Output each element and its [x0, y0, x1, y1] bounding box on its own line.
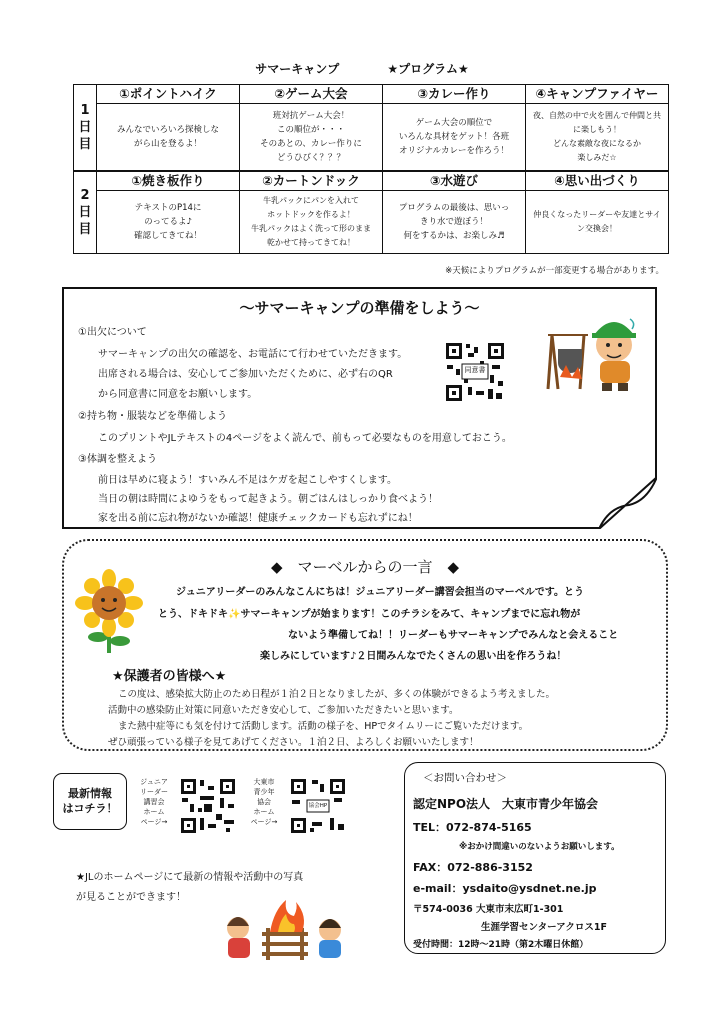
camper-illustration [544, 305, 644, 393]
day2-program-4: ④思い出づくり [526, 171, 669, 191]
day1-desc-2: 班対抗ゲーム大会！ この順位が・・・ そのあとの、カレー作りに どうひびく？？？ [240, 104, 383, 172]
marvel-line-1: ジュニアリーダーのみんなこんにちは！ジュニアリーダー講習会担当のマーベルです。とう [176, 587, 584, 598]
consent-qr-code[interactable] [444, 341, 506, 403]
contact-tel[interactable]: TEL：072-874-5165 [413, 821, 532, 834]
page-title: サマーキャンプ [255, 62, 340, 76]
contact-organization: 認定NPO法人 大東市青少年協会 [413, 797, 599, 811]
day1-desc-3: ゲーム大会の順位で いろんな具材をゲット！各班 オリジナルカレーを作ろう！ [383, 104, 526, 172]
day1-program-4: ④キャンプファイヤー [526, 85, 669, 104]
preparation-box [62, 287, 657, 529]
campfire-illustration [218, 898, 350, 964]
jl-note-line-2: が見ることができます！ [76, 892, 186, 903]
belongings-line-1: このプリントやJLテキストの4ページをよく読んで、前もって必要なものを用意しておこう。 [98, 433, 512, 444]
guardian-line-2: 活動中の感染防止対策に同意いただき安心して、ご参加いただきたいと思います。 [108, 705, 459, 716]
day1-program-2: ②ゲーム大会 [240, 85, 383, 104]
contact-hours: 受付時間：12時～21時（第2木曜日休館） [413, 940, 589, 950]
contact-address-1: 〒574-0036 大東市末広町1-301 [413, 904, 564, 915]
preparation-title: ～サマーキャンプの準備をしよう～ [239, 299, 480, 317]
section-attendance-title: ①出欠について [78, 327, 147, 338]
day2-program-1: ①焼き板作り [97, 171, 240, 191]
jl-homepage-qr-code[interactable] [180, 778, 236, 834]
jl-homepage-label: ジュニア リーダー 講習会 ホーム ページ→ [140, 778, 168, 826]
consent-qr-label: 同意書 [464, 366, 486, 374]
day1-label: 1 日 目 [74, 85, 97, 172]
day2-program-3: ③水遊び [383, 171, 526, 191]
marvel-line-4: 楽しみにしています♪２日間みんなでたくさんの思い出を作ろうね！ [260, 651, 567, 662]
association-homepage-label: 大東市 青少年 協会 ホーム ページ→ [250, 778, 278, 826]
contact-tel-note: ※おかけ間違いのないようお願いします。 [459, 842, 620, 852]
marvel-line-2: とう、ドキドキ✨サマーキャンプが始まります！このチラシをみて、キャンプまでに忘れ物が [158, 609, 581, 620]
attendance-line-2: 出席される場合は、安心してご参加いただくために、必ず右のQR [98, 369, 393, 380]
association-homepage-qr-code[interactable] [290, 778, 346, 834]
program-label: ★プログラム★ [387, 62, 469, 76]
association-qr-badge: 協会HP [308, 803, 328, 809]
day1-program-3: ③カレー作り [383, 85, 526, 104]
contact-email[interactable]: e-mail：ysdaito@ysdnet.ne.jp [413, 882, 597, 895]
guardian-title: ★保護者の皆様へ★ [112, 669, 227, 684]
day1-desc-4: 夜、自然の中で火を囲んで仲間と共 に楽しもう！ どんな素敵な夜になるか 楽しみだ☆ [526, 104, 669, 172]
program-table [73, 84, 669, 254]
page-header [0, 60, 724, 77]
marvel-message-box [62, 539, 668, 751]
contact-fax: FAX：072-886-3152 [413, 861, 533, 874]
guardian-line-1: この度は、感染拡大防止のため日程が１泊２日となりましたが、多くの体験ができるよう考えました。 [118, 689, 556, 700]
day2-desc-2: 牛乳パックにパンを入れて ホットドックを作るよ！ 牛乳パックはよく洗って形のまま 乾かせて持ってきてね！ [240, 191, 383, 254]
section-belongings-title: ②持ち物・服装などを準備しよう [78, 411, 227, 422]
health-line-2: 当日の朝は時間によゆうをもって起きよう。朝ごはんはしっかり食べよう！ [98, 494, 438, 505]
day2-program-2: ②カートンドック [240, 171, 383, 191]
section-health-title: ③体調を整えよう [78, 454, 157, 465]
day2-desc-1: テキストのP14に のってるよ♪ 確認してきてね！ [97, 191, 240, 254]
day2-label: 2 日 目 [74, 171, 97, 254]
day2-desc-3: プログラムの最後は、思いっ きり水で遊ぼう！ 何をするかは、お楽しみ♬ [383, 191, 526, 254]
contact-heading: ＜お問い合わせ＞ [423, 772, 507, 784]
marvel-title: ◆ マーベルからの一言 ◆ [270, 558, 460, 576]
marvel-line-3: ないよう準備してね！！リーダーもサマーキャンプでみんなと会えること [288, 630, 619, 641]
day2-desc-4: 仲良くなったリーダーや友達とサイ ン交換会！ [526, 191, 669, 254]
contact-box [404, 762, 666, 954]
attendance-line-1: サマーキャンプの出欠の確認を、お電話にて行わせていただきます。 [98, 349, 408, 360]
health-line-1: 前日は早めに寝よう！すいみん不足はケガを起こしやすくします。 [98, 475, 397, 486]
attendance-line-3: から同意書に同意をお願いします。 [98, 389, 258, 400]
page-curl-decoration [599, 477, 657, 529]
latest-info-box: 最新情報 はコチラ！ [53, 773, 127, 830]
day1-program-1: ①ポイントハイク [97, 85, 240, 104]
guardian-line-4: ぜひ頑張っている様子を見てあげてください。１泊２日、よろしくお願いいたします！ [108, 737, 479, 748]
day1-desc-1: みんなでいろいろ探検しな がら山を登るよ！ [97, 104, 240, 172]
jl-note-line-1: ★JLのホームページにて最新の情報や活動中の写真 [76, 872, 304, 883]
health-line-3: 家を出る前に忘れ物がないか確認！健康チェックカードも忘れずにね！ [98, 513, 418, 524]
sunflower-illustration [74, 569, 144, 653]
guardian-line-3: また熱中症等にも気を付けて活動します。活動の様子を、HPでタイムリーにご覧いただけます。 [118, 721, 529, 732]
weather-note: ※天候によりプログラムが一部変更する場合があります。 [445, 266, 664, 276]
contact-address-2: 生涯学習センターアクロス1F [481, 922, 607, 933]
